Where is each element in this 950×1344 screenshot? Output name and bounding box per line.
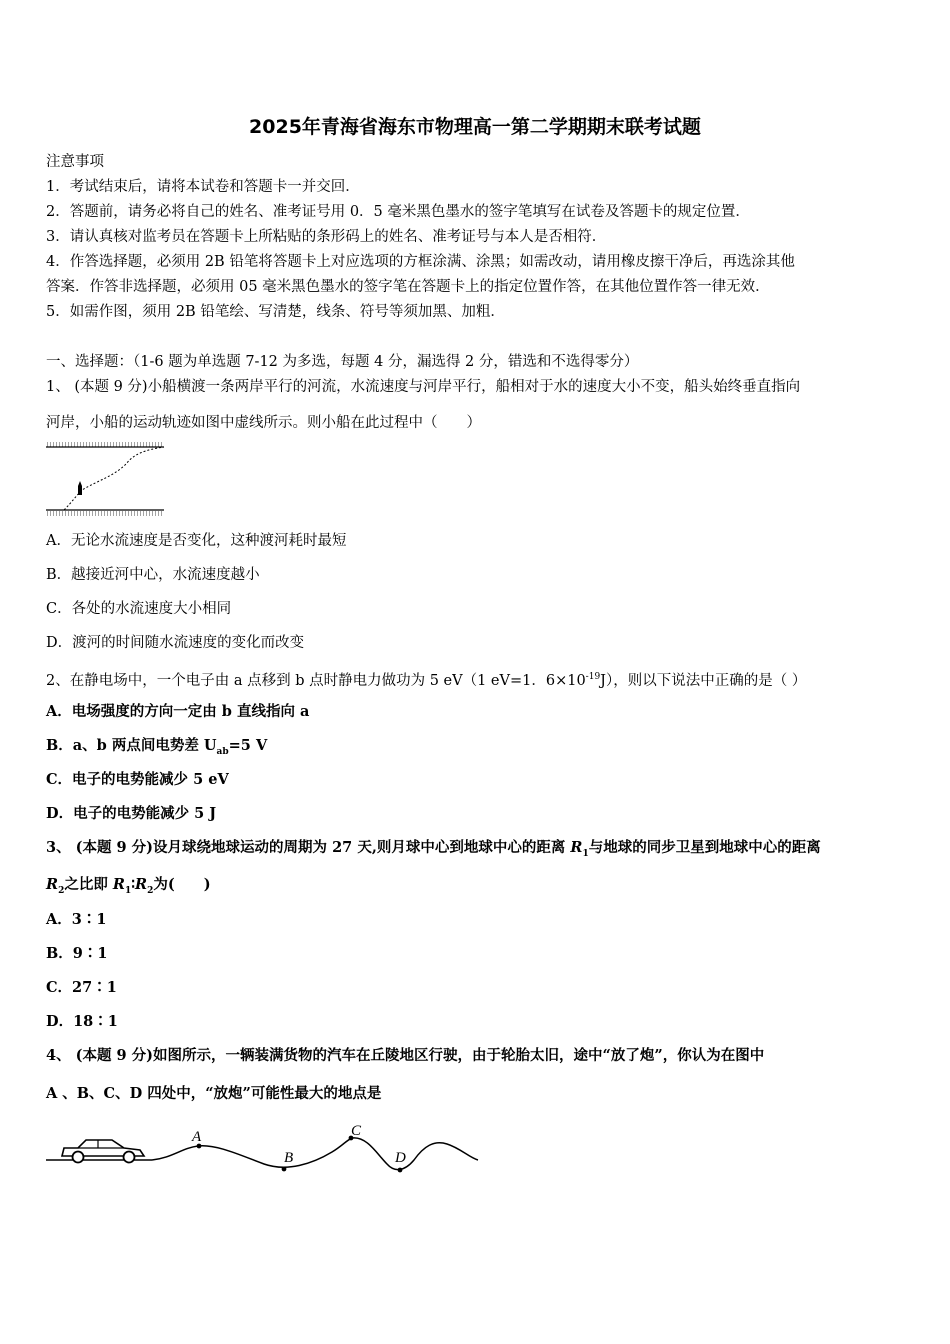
boat-icon [78, 481, 82, 495]
section-heading: 一、选择题：（1-6 题为单选题 7-12 为多选，每题 4 分，漏选得 2 分，错选和不选得零分） [46, 354, 639, 370]
option-d: D．18∶1 [46, 1013, 118, 1030]
label-b: B [284, 1150, 294, 1166]
option-c: C．27∶1 [46, 979, 117, 996]
exam-title: 2025年青海省海东市物理高一第二学期期末联考试题 [249, 116, 701, 138]
option-d: D．电子的电势能减少 5 J [46, 805, 217, 822]
notice-item: 3．请认真核对监考员在答题卡上所粘贴的条形码上的姓名、准考证号与本人是否相符． [46, 229, 607, 245]
option-b: B．a、b 两点间电势差 $U_{ab}=5$ V [46, 737, 268, 757]
option-d: D．渡河的时间随水流速度的变化而改变 [46, 635, 305, 651]
question-1-stem-cont: 河岸，小船的运动轨迹如图中虚线所示。则小船在此过程中（ ） [46, 415, 481, 431]
notice-item: 4．作答选择题，必须用 2B 铅笔将答题卡上对应选项的方框涂满、涂黑；如需改动，请用橡皮擦干净后，再选涂其他 [46, 254, 795, 270]
point-b-marker [282, 1167, 287, 1172]
notice-item: 答案．作答非选择题，必须用 05 毫米黑色墨水的签字笔在答题卡上的指定位置作答，在其他位置作答一律无效． [46, 279, 770, 295]
option-b: B．9∶1 [46, 945, 108, 962]
car-icon [62, 1140, 144, 1163]
option-c: C．各处的水流速度大小相同 [46, 601, 232, 617]
question-3-stem-cont: $R_2$之比即 $R_1∶R_2$为( ) [46, 876, 211, 896]
option-a: A．3∶1 [46, 911, 107, 928]
option-c: C．电子的电势能减少 5 eV [46, 771, 229, 788]
option-a: A．无论水流速度是否变化，这种渡河耗时最短 [46, 533, 347, 549]
hill-road-figure [42, 1120, 484, 1182]
question-2-stem: 2、在静电场中，一个电子由 a 点移到 b 点时静电力做功为 5 eV（1 eV=1．$6\times 10^{-19}J$），则以下说法中正确的是（ ） [46, 672, 807, 689]
notice-heading: 注意事项 [46, 154, 104, 170]
label-d: D [395, 1150, 406, 1166]
river-crossing-figure [44, 440, 168, 520]
notice-item: 1．考试结束后，请将本试卷和答题卡一并交回． [46, 179, 360, 195]
question-4-stem: 4、 (本题 9 分)如图所示，一辆装满货物的汽车在丘陵地区行驶，由于轮胎太旧，途中“放了炮”，你认为在图中 [46, 1047, 765, 1064]
question-1-stem: 1、 (本题 9 分)小船横渡一条两岸平行的河流，水流速度与河岸平行，船相对于水的速度大小不变，船头始终垂直指向 [46, 379, 801, 395]
notice-item: 5．如需作图，须用 2B 铅笔绘、写清楚，线条、符号等须加黑、加粗． [46, 304, 505, 320]
label-a: A [192, 1129, 202, 1145]
riverbank-top [46, 442, 164, 447]
question-4-stem-cont: A 、B、C、D 四处中，“放炮”可能性最大的地点是 [46, 1085, 382, 1102]
boat-trajectory [64, 447, 164, 510]
option-b: B．越接近河中心，水流速度越小 [46, 567, 260, 583]
option-a: A．电场强度的方向一定由 b 直线指向 a [46, 703, 310, 720]
notice-item: 2．答题前，请务必将自己的姓名、准考证号用 0．5 毫米黑色墨水的签字笔填写在试卷及答题卡的规定位置． [46, 204, 750, 220]
label-c: C [351, 1123, 362, 1139]
point-d-marker [398, 1168, 403, 1173]
riverbank-bottom [46, 511, 164, 516]
question-3-stem: 3、 (本题 9 分)设月球绕地球运动的周期为 27 天,则月球中心到地球中心的距离 $R_1$与地球的同步卫星到地球中心的距离 [46, 839, 821, 859]
